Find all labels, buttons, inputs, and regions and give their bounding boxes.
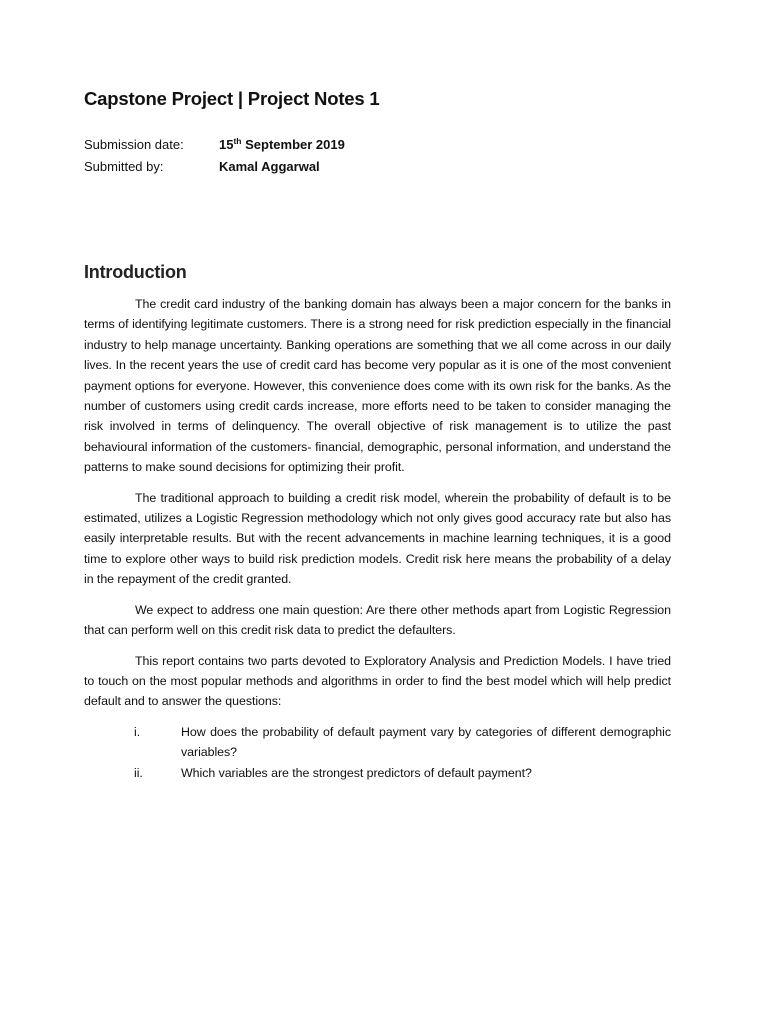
introduction-body — [84, 294, 671, 783]
introduction-heading: Introduction — [84, 262, 187, 282]
intro-paragraph: The credit card industry of the banking domain has always been a major concern for the banks in terms of identifying legitimate customers. There is a strong need for risk prediction especially in the financial industry to help manage uncertainty. Banking operations are something that we all come across in our daily lives. In the recent years the use of credit card has become very popular as it is one of the most convenient payment options for everyone. However, this convenience does come with its own risk for the banks. As the number of customers using credit cards increase, more efforts need to be taken to consider managing the risk involved in terms of delinquency. The overall objective of risk management is to utilize the past behavioural information of the customers- financial, demographic, personal information, and understand the patterns to make sound decisions for optimizing their profit. — [84, 297, 671, 475]
questions-list — [84, 722, 671, 783]
question-item — [84, 722, 671, 763]
submission-date-label: Submission date: — [84, 137, 184, 152]
document-title: Capstone Project | Project Notes 1 — [84, 88, 380, 109]
question-text: How does the probability of default payment vary by categories of different demographic variables? — [181, 724, 671, 760]
submission-month-year: September 2019 — [241, 137, 345, 152]
question-number: i. — [134, 724, 141, 739]
question-text: Which variables are the strongest predictors of default payment? — [181, 765, 532, 780]
intro-paragraph: We expect to address one main question: Are there other methods apart from Logistic Regression that can perform well on this credit risk data to predict the defaulters. — [84, 602, 671, 638]
submission-date-value — [219, 137, 345, 152]
intro-paragraph: This report contains two parts devoted to Exploratory Analysis and Prediction Models. I have tried to touch on the most popular methods and algorithms in order to find the best model which will help predict default and to answer the questions: — [84, 653, 671, 709]
submitted-by-value: Kamal Aggarwal — [219, 159, 320, 174]
submission-day-suffix: th — [233, 136, 242, 146]
intro-paragraph: The traditional approach to building a credit risk model, wherein the probability of default is to be estimated, utilizes a Logistic Regression methodology which not only gives good accuracy rate but also has easily interpretable results. But with the recent advancements in machine learning techniques, it is a good time to explore other ways to build risk prediction models. Credit risk here means the probability of a delay in the repayment of the credit granted. — [84, 490, 671, 587]
submitted-by-label: Submitted by: — [84, 159, 164, 174]
question-item — [84, 763, 671, 783]
question-number: ii. — [134, 765, 143, 780]
submission-day: 15 — [219, 137, 234, 152]
